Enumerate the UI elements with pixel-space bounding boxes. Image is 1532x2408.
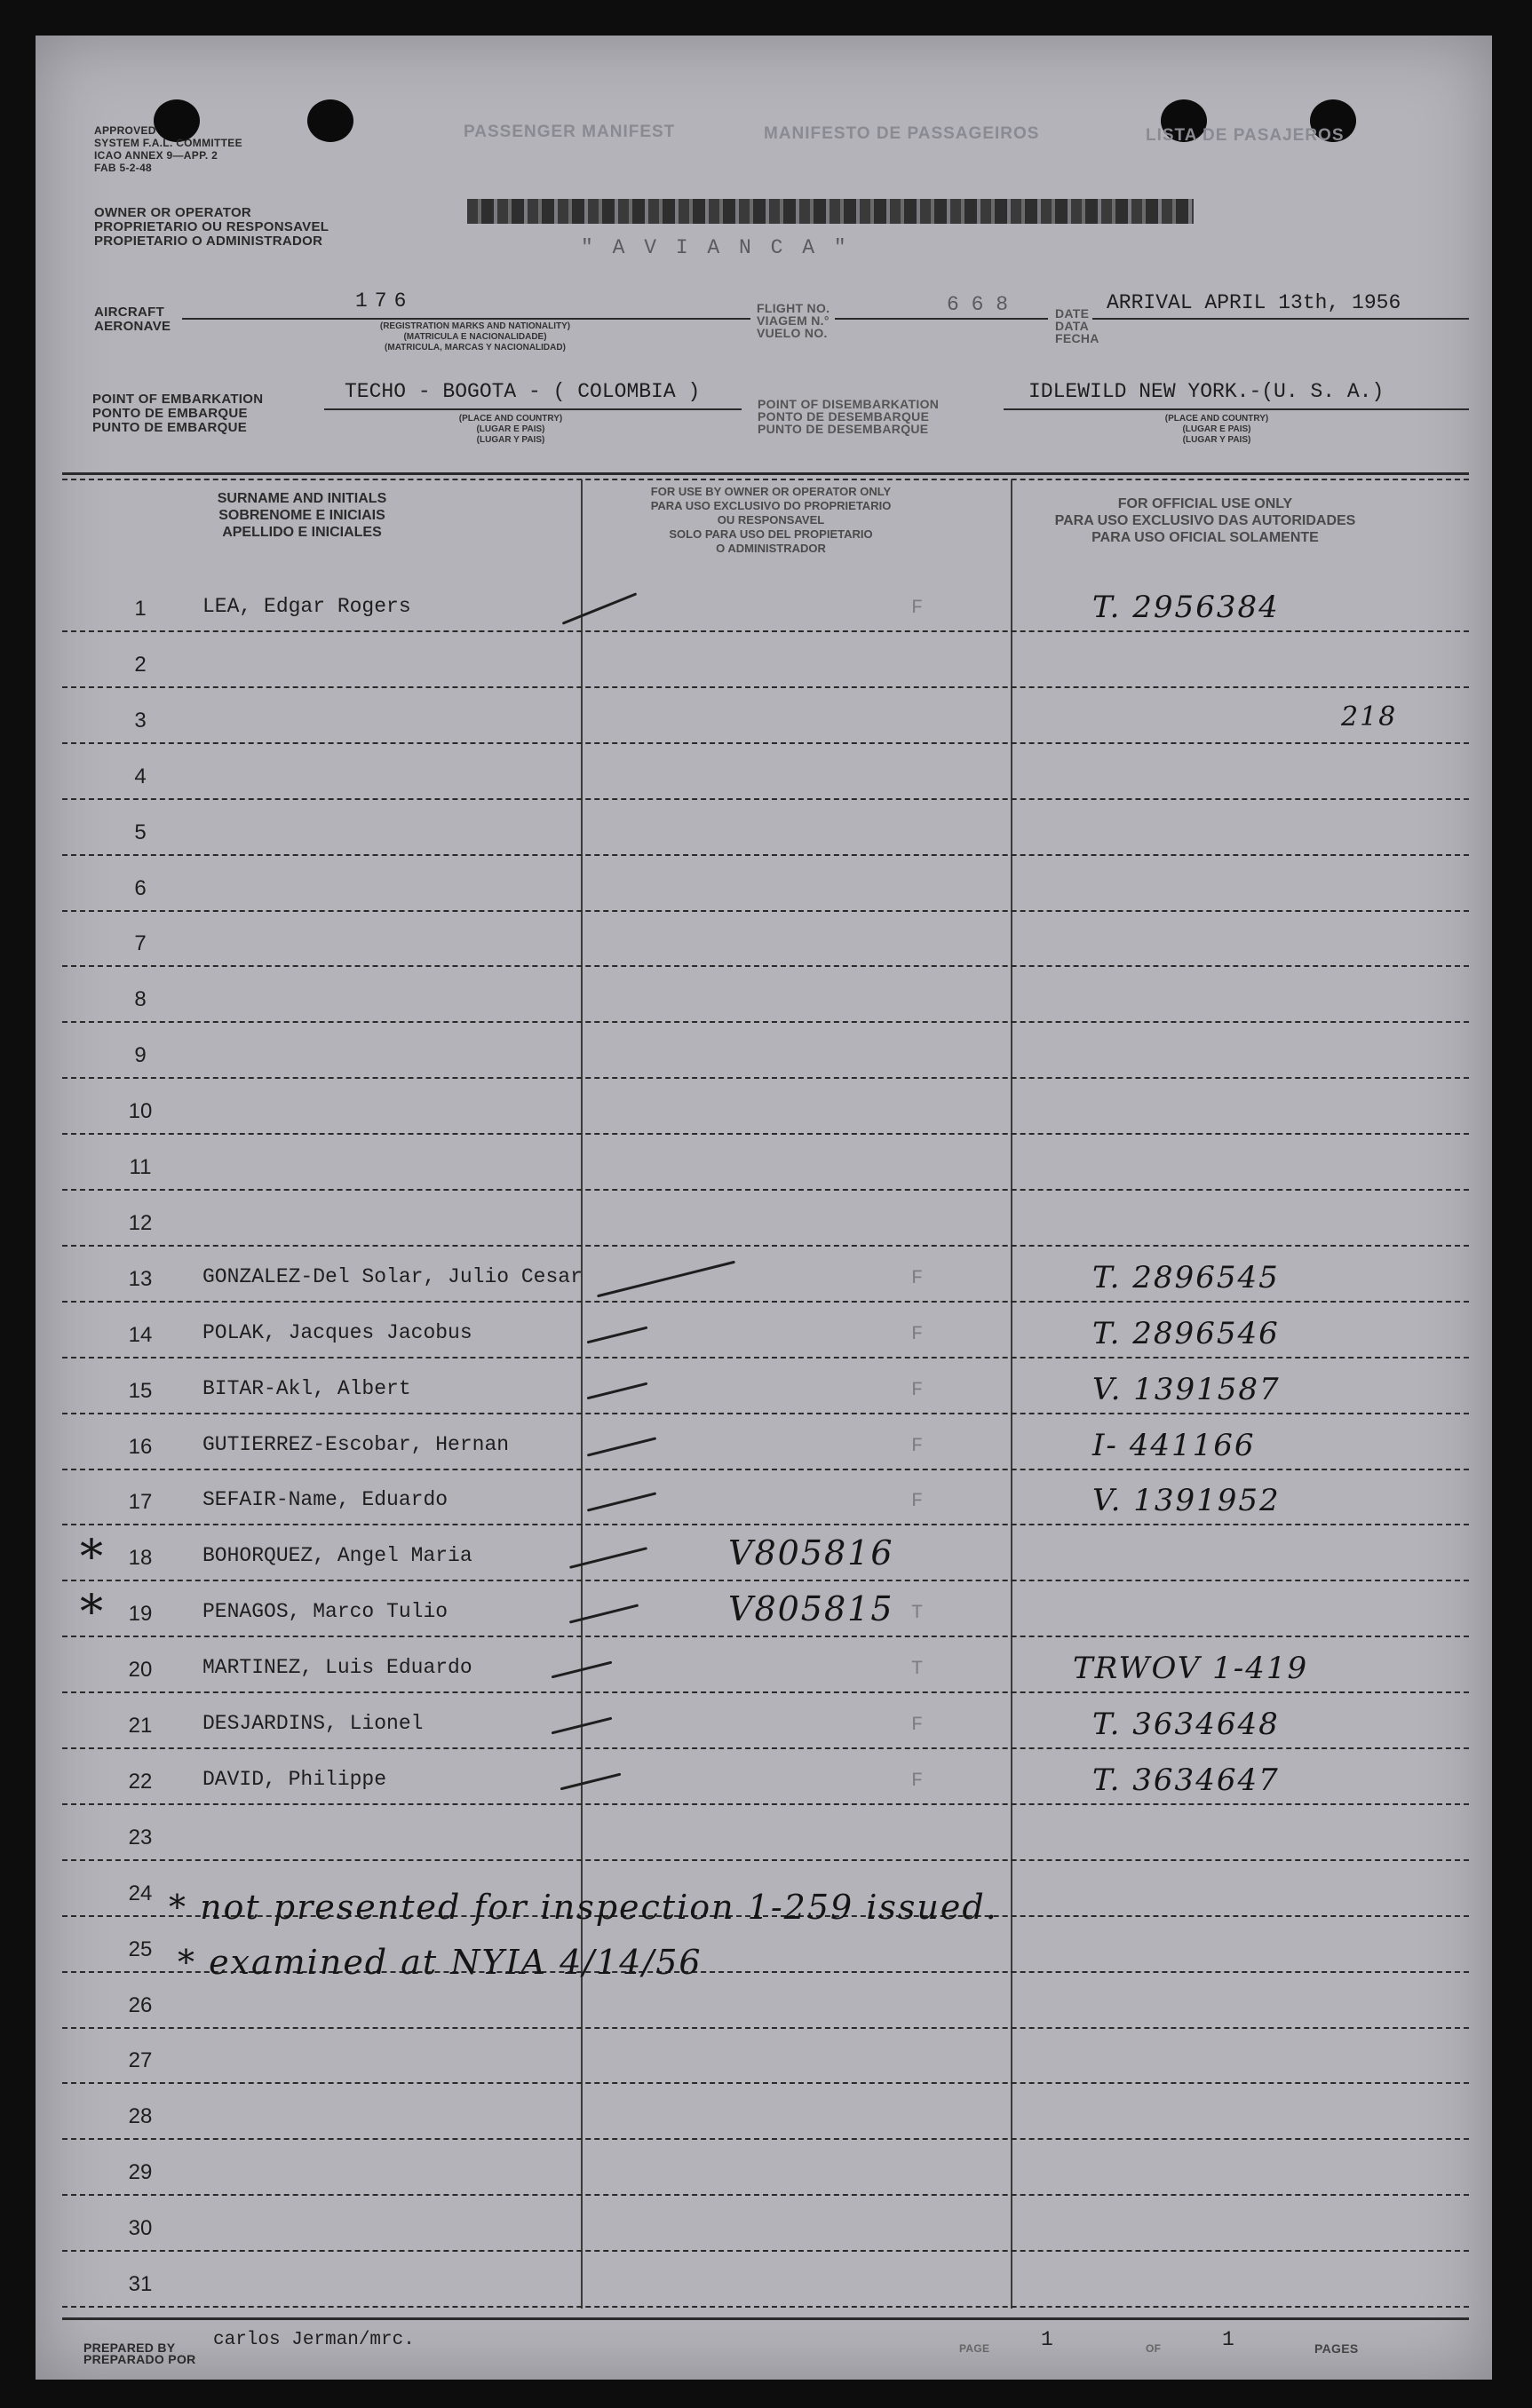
operator-name: " A V I A N C A " bbox=[581, 236, 850, 259]
official-entry: T. 3634647 bbox=[1092, 1762, 1280, 1798]
row-number: 18 bbox=[128, 1546, 153, 1570]
check-tick bbox=[587, 1492, 656, 1511]
row-number: 16 bbox=[128, 1435, 153, 1459]
official-entry: 218 bbox=[1341, 701, 1398, 733]
passenger-name: GUTIERREZ-Escobar, Hernan bbox=[202, 1433, 510, 1456]
row-rule bbox=[62, 1524, 1469, 1525]
row-rule bbox=[62, 1636, 1469, 1637]
passenger-name: DAVID, Philippe bbox=[202, 1768, 387, 1791]
row-number: 11 bbox=[129, 1155, 152, 1179]
official-entry: T. 2896546 bbox=[1092, 1316, 1280, 1351]
approval-block: APPROVED SYSTEM F.A.L. COMMITTEE ICAO ANNEX 9—APP. 2 FAB 5-2-48 bbox=[94, 124, 242, 174]
page-value: 1 bbox=[1041, 2328, 1053, 2351]
annotation-not-presented: * not presented for inspection 1-259 issued. bbox=[169, 1888, 998, 1927]
flight-value: 6 6 8 bbox=[947, 293, 1009, 316]
owner-label: OWNER OR OPERATOR PROPRIETARIO OU RESPONSAVEL PROPIETARIO O ADMINISTRADOR bbox=[94, 205, 329, 249]
aircraft-value: 176 bbox=[355, 289, 414, 313]
aircraft-underline bbox=[182, 318, 750, 320]
column-header-surname: SURNAME AND INITIALS SOBRENOME E INICIAIS APELLIDO E INICIALES bbox=[217, 491, 387, 540]
row-rule bbox=[62, 1077, 1469, 1079]
row-number: 28 bbox=[128, 2104, 153, 2128]
row-rule bbox=[62, 1469, 1469, 1470]
asterisk-mark-19: * bbox=[80, 1586, 105, 1639]
passenger-name: PENAGOS, Marco Tulio bbox=[202, 1600, 448, 1623]
column-separator bbox=[1011, 479, 1012, 2309]
row-number: 20 bbox=[128, 1658, 153, 1682]
row-rule bbox=[62, 630, 1469, 632]
check-tick bbox=[597, 1261, 735, 1298]
row-number: 29 bbox=[128, 2160, 153, 2184]
row-number: 30 bbox=[128, 2216, 153, 2240]
status-code: F bbox=[911, 1435, 924, 1457]
annotation-examined: * examined at NYIA 4/14/56 bbox=[178, 1943, 702, 1982]
row-rule bbox=[62, 1245, 1469, 1247]
date-value: ARRIVAL APRIL 13th, 1956 bbox=[1107, 291, 1401, 314]
row-rule bbox=[62, 1021, 1469, 1023]
disembark-underline bbox=[1004, 408, 1469, 410]
disembark-label: POINT OF DISEMBARKATION PONTO DE DESEMBARQUE PUNTO DE DESEMBARQUE bbox=[758, 397, 940, 436]
owner-entry: V805816 bbox=[728, 1533, 894, 1572]
row-number: 10 bbox=[128, 1099, 153, 1123]
official-entry: T. 2956384 bbox=[1092, 590, 1280, 625]
embark-underline bbox=[324, 408, 742, 410]
flight-underline bbox=[835, 318, 1048, 320]
row-number: 19 bbox=[128, 1602, 153, 1626]
row-number: 5 bbox=[134, 820, 147, 844]
row-rule bbox=[62, 1413, 1469, 1414]
status-code: T bbox=[911, 1658, 924, 1680]
disembark-value: IDLEWILD NEW YORK.-(U. S. A.) bbox=[1028, 380, 1385, 403]
official-entry: V. 1391587 bbox=[1092, 1372, 1281, 1407]
official-entry: T. 3634648 bbox=[1092, 1707, 1280, 1742]
official-entry: I- 441166 bbox=[1092, 1428, 1256, 1463]
check-tick bbox=[587, 1437, 656, 1456]
row-rule bbox=[62, 1301, 1469, 1303]
row-number: 22 bbox=[128, 1770, 153, 1794]
status-code: T bbox=[911, 1602, 924, 1624]
passenger-name: BOHORQUEZ, Angel Maria bbox=[202, 1544, 472, 1567]
row-number: 15 bbox=[128, 1379, 153, 1403]
row-rule bbox=[62, 1691, 1469, 1693]
of-value: 1 bbox=[1222, 2328, 1234, 2351]
passenger-name: DESJARDINS, Lionel bbox=[202, 1712, 424, 1735]
embark-value: TECHO - BOGOTA - ( COLOMBIA ) bbox=[345, 380, 701, 403]
status-code: F bbox=[911, 1770, 924, 1792]
status-code: F bbox=[911, 1490, 924, 1512]
row-rule bbox=[62, 1803, 1469, 1805]
passenger-name: SEFAIR-Name, Eduardo bbox=[202, 1488, 448, 1511]
passenger-name: GONZALEZ-Del Solar, Julio Cesar bbox=[202, 1265, 583, 1288]
embark-place-sub: (PLACE AND COUNTRY) (LUGAR E PAIS) (LUGAR Y PAIS) bbox=[458, 414, 563, 445]
row-number: 8 bbox=[134, 987, 147, 1011]
row-rule bbox=[62, 798, 1469, 800]
row-rule bbox=[62, 910, 1469, 912]
manifest-sheet bbox=[36, 36, 1492, 2380]
page-label: PAGE bbox=[959, 2342, 990, 2355]
date-label: DATE DATA FECHA bbox=[1055, 306, 1099, 345]
row-rule bbox=[62, 1747, 1469, 1749]
official-entry: TRWOV 1-419 bbox=[1073, 1651, 1309, 1686]
row-number: 24 bbox=[128, 1881, 153, 1905]
row-rule bbox=[62, 854, 1469, 856]
disembark-place-sub: (PLACE AND COUNTRY) (LUGAR E PAIS) (LUGAR Y PAIS) bbox=[1164, 414, 1269, 445]
row-rule bbox=[62, 1357, 1469, 1358]
passenger-name: MARTINEZ, Luis Eduardo bbox=[202, 1656, 472, 1679]
row-number: 6 bbox=[134, 876, 147, 900]
row-number: 23 bbox=[128, 1826, 153, 1850]
official-entry: V. 1391952 bbox=[1092, 1483, 1281, 1518]
passenger-name: BITAR-Akl, Albert bbox=[202, 1377, 411, 1400]
asterisk-mark-18: * bbox=[80, 1531, 105, 1584]
row-rule bbox=[62, 1133, 1469, 1135]
date-underline bbox=[1092, 318, 1469, 320]
row-number: 25 bbox=[128, 1937, 153, 1961]
row-number: 7 bbox=[134, 931, 147, 955]
row-number: 31 bbox=[128, 2272, 153, 2296]
row-number: 13 bbox=[128, 1267, 153, 1291]
row-number: 3 bbox=[134, 709, 147, 733]
title-english: PASSENGER MANIFEST bbox=[464, 123, 676, 141]
prepared-label: PREPARED BY PREPARADO POR bbox=[83, 2341, 196, 2366]
column-separator bbox=[581, 479, 583, 2309]
row-number: 12 bbox=[128, 1211, 153, 1235]
row-rule bbox=[62, 965, 1469, 967]
column-header-owner: FOR USE BY OWNER OR OPERATOR ONLY PARA USO EXCLUSIVO DO PROPRIETARIO OU RESPONSAVEL SOLO PARA USO DEL PROPIETARIO O ADMINISTRADOR bbox=[650, 485, 892, 555]
row-rule bbox=[62, 1580, 1469, 1581]
row-rule bbox=[62, 1859, 1469, 1861]
footer-separator bbox=[62, 2317, 1469, 2320]
passenger-name: LEA, Edgar Rogers bbox=[202, 595, 411, 618]
pages-label: PAGES bbox=[1314, 2341, 1359, 2356]
row-rule bbox=[62, 2250, 1469, 2252]
check-tick bbox=[560, 1773, 622, 1791]
row-number: 27 bbox=[128, 2048, 153, 2072]
check-tick bbox=[587, 1382, 648, 1400]
row-rule bbox=[62, 2082, 1469, 2084]
status-code: F bbox=[911, 1379, 924, 1401]
aircraft-label: AIRCRAFT AERONAVE bbox=[94, 305, 171, 334]
flight-label: FLIGHT NO. VIAGEM N.° VUELO NO. bbox=[757, 301, 830, 340]
row-number: 1 bbox=[134, 597, 147, 621]
status-code: F bbox=[911, 1323, 924, 1345]
row-number: 2 bbox=[134, 653, 147, 677]
status-code: F bbox=[911, 1714, 924, 1736]
row-number: 17 bbox=[128, 1490, 153, 1514]
row-number: 14 bbox=[128, 1323, 153, 1347]
row-rule bbox=[62, 2027, 1469, 2029]
row-rule bbox=[62, 686, 1469, 688]
check-tick bbox=[587, 1327, 648, 1344]
owner-entry: V805815 bbox=[728, 1589, 894, 1628]
title-portuguese: MANIFESTO DE PASSAGEIROS bbox=[764, 124, 1040, 143]
row-rule bbox=[62, 1189, 1469, 1191]
header-separator bbox=[62, 472, 1469, 475]
title-spanish: LISTA DE PASAJEROS bbox=[1146, 126, 1345, 145]
row-number: 4 bbox=[134, 764, 147, 788]
row-number: 21 bbox=[128, 1714, 153, 1738]
column-header-official: FOR OFFICIAL USE ONLY PARA USO EXCLUSIVO DAS AUTORIDADES PARA USO OFICIAL SOLAMENTE bbox=[1054, 496, 1356, 545]
of-label: OF bbox=[1146, 2342, 1162, 2355]
row-rule bbox=[62, 2194, 1469, 2196]
passenger-name: POLAK, Jacques Jacobus bbox=[202, 1321, 472, 1344]
status-code: F bbox=[911, 1267, 924, 1289]
embark-label: POINT OF EMBARKATION PONTO DE EMBARQUE PUNTO DE EMBARQUE bbox=[92, 392, 264, 435]
aircraft-sub: (REGISTRATION MARKS AND NATIONALITY) (MATRICULA E NACIONALIDADE) (MATRICULA, MARCAS Y NACIONALIDAD) bbox=[379, 321, 571, 352]
official-entry: T. 2896545 bbox=[1092, 1260, 1280, 1295]
status-code: F bbox=[911, 597, 924, 619]
prepared-value: carlos Jerman/mrc. bbox=[213, 2330, 415, 2350]
struck-operator-line bbox=[467, 199, 1194, 224]
row-rule bbox=[62, 2138, 1469, 2140]
check-tick bbox=[569, 1604, 639, 1623]
punch-hole bbox=[307, 99, 353, 142]
check-tick bbox=[562, 592, 638, 624]
row-rule bbox=[62, 2306, 1469, 2308]
row-number: 9 bbox=[134, 1043, 147, 1067]
header-separator bbox=[62, 479, 1469, 480]
row-number: 26 bbox=[128, 1993, 153, 2017]
row-rule bbox=[62, 742, 1469, 744]
